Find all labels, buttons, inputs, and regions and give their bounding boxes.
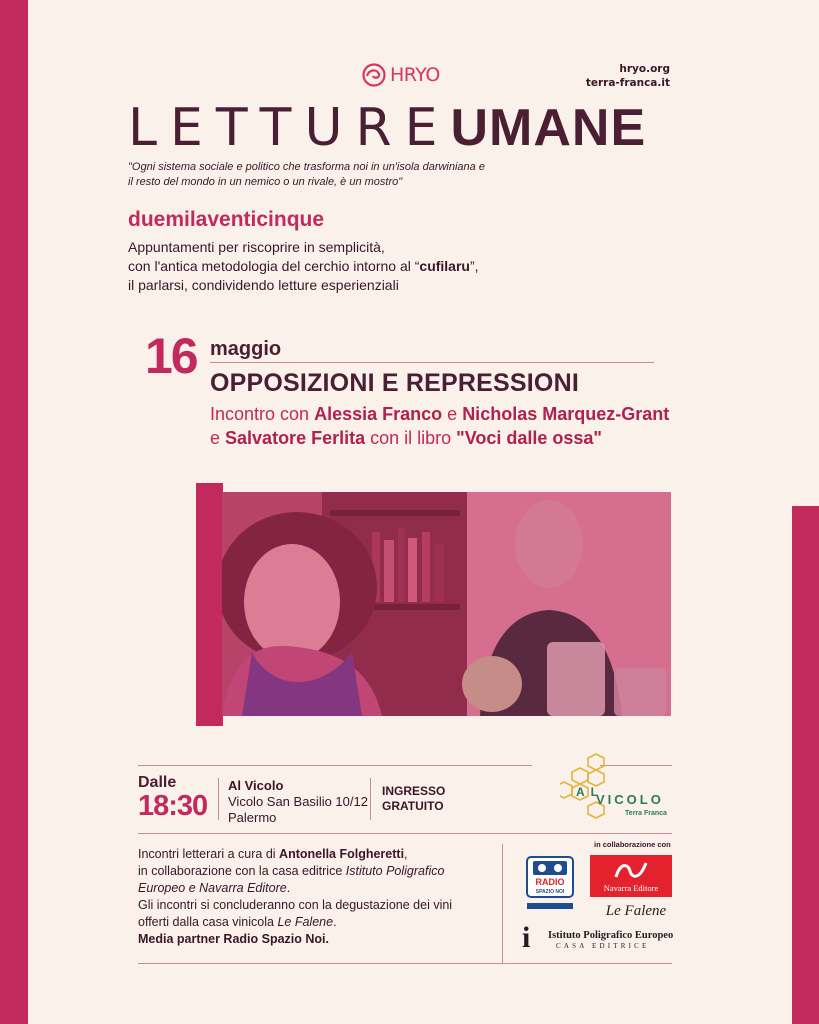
photo-accent-tab (196, 483, 223, 726)
venue-city: Palermo (228, 810, 277, 825)
guest-name: Salvatore Ferlita (225, 428, 366, 448)
credit-text: Incontri letterari a cura di (138, 847, 276, 861)
guest-name: Nicholas Marquez-Grant (462, 404, 670, 424)
ipe-i-icon: i (522, 921, 531, 954)
credits-text (138, 846, 494, 948)
event-time: 18:30 (138, 790, 208, 822)
curator-name: Antonella Folgheretti (279, 847, 405, 861)
entry-line: INGRESSO (382, 784, 446, 798)
ipe-name: Istituto Poligrafico Europeo (548, 930, 674, 941)
radio-label: RADIO (535, 877, 565, 887)
year-heading: duemilaventicinque (128, 208, 325, 231)
right-accent-bar (792, 506, 819, 1024)
vicolo-logo-sub: Terra Franca (625, 810, 667, 817)
ipe-subtitle: CASA EDITRICE (556, 942, 650, 950)
guest-and: e (447, 404, 458, 424)
event-title: OPPOSIZIONI E REPRESSIONI (210, 369, 579, 397)
intro-text (128, 238, 548, 295)
entry-info (382, 784, 445, 814)
radio-spazio-noi-logo (525, 853, 575, 913)
intro-line2c: ”, (469, 258, 479, 274)
radio-sub: SPAZIO NOI (535, 889, 565, 895)
intro-line2a: con l'antica metodologia del cerchio intorno al “ (128, 258, 420, 274)
quote (128, 160, 548, 190)
info-divider (218, 778, 219, 820)
info-divider-bottom (138, 833, 672, 834)
quote-line: il resto del mondo in un nemico o un rivale, è un mostro" (128, 176, 403, 188)
guest-prefix: Incontro con (210, 404, 310, 424)
book-prefix: con il libro (370, 428, 452, 448)
info-divider (370, 778, 371, 820)
venue-info (228, 778, 368, 826)
page-title (128, 98, 646, 158)
venue-name: Al Vicolo (228, 778, 284, 793)
guest-and: e (210, 428, 221, 448)
credit-text: in collaborazione con la casa editrice (138, 864, 343, 878)
event-day: 16 (145, 328, 197, 384)
quote-line: "Ogni sistema sociale e politico che trasforma noi in un'isola darwiniana e (128, 161, 485, 173)
guests-photo (222, 492, 671, 716)
intro-line (128, 257, 548, 276)
al-vicolo-logo (560, 752, 672, 822)
vicolo-logo-al: AL (576, 785, 604, 799)
vicolo-logo-vicolo: VICOLO (596, 792, 664, 807)
entry-line: GRATUITO (382, 799, 444, 813)
venue-street: Vicolo San Basilio 10/12 (228, 794, 368, 809)
title-part1: LETTURE (128, 98, 451, 158)
book-title: "Voci dalle ossa" (456, 428, 602, 448)
left-accent-bar (0, 0, 28, 1024)
intro-line: il parlarsi, condividendo letture esperienziali (128, 277, 399, 293)
credit-punct: . (333, 915, 337, 929)
footer-divider (138, 963, 672, 964)
website-terra-franca[interactable]: terra-franca.it (585, 77, 670, 89)
brand-name: HRYO (390, 64, 440, 86)
website-hryo[interactable]: hryo.org (619, 63, 670, 75)
intro-line: Appuntamenti per riscoprire in semplicità, (128, 239, 385, 255)
collaboration-label: in collaborazione con (594, 840, 671, 849)
guest-name: Alessia Franco (314, 404, 443, 424)
month-divider (210, 362, 654, 363)
media-partner: Media partner Radio Spazio Noi. (138, 932, 329, 946)
event-month: maggio (210, 338, 282, 360)
credit-text: offerti dalla casa vinicola (138, 915, 274, 929)
hryo-swirl-icon (362, 63, 386, 87)
title-part2: UMANE (450, 99, 647, 157)
intro-cufilaru: cufilaru (419, 258, 470, 274)
publisher-name: Istituto Poligrafico (345, 864, 445, 878)
navarra-editore-name: Navarra Editore (603, 883, 659, 893)
info-divider-top (138, 765, 532, 766)
event-guests (210, 402, 730, 450)
le-falene-logo: Le Falene (605, 903, 667, 919)
hryo-logo (362, 60, 452, 90)
publisher-name: Europeo e Navarra Editore (138, 881, 287, 895)
winery-name: Le Falene (277, 915, 334, 929)
from-label: Dalle (138, 774, 177, 791)
credit-punct: , (404, 847, 408, 861)
credits-divider (502, 844, 503, 964)
websites (560, 62, 670, 90)
credit-text: Gli incontri si concluderanno con la degustazione dei vini (138, 898, 453, 912)
credit-punct: . (286, 881, 291, 895)
